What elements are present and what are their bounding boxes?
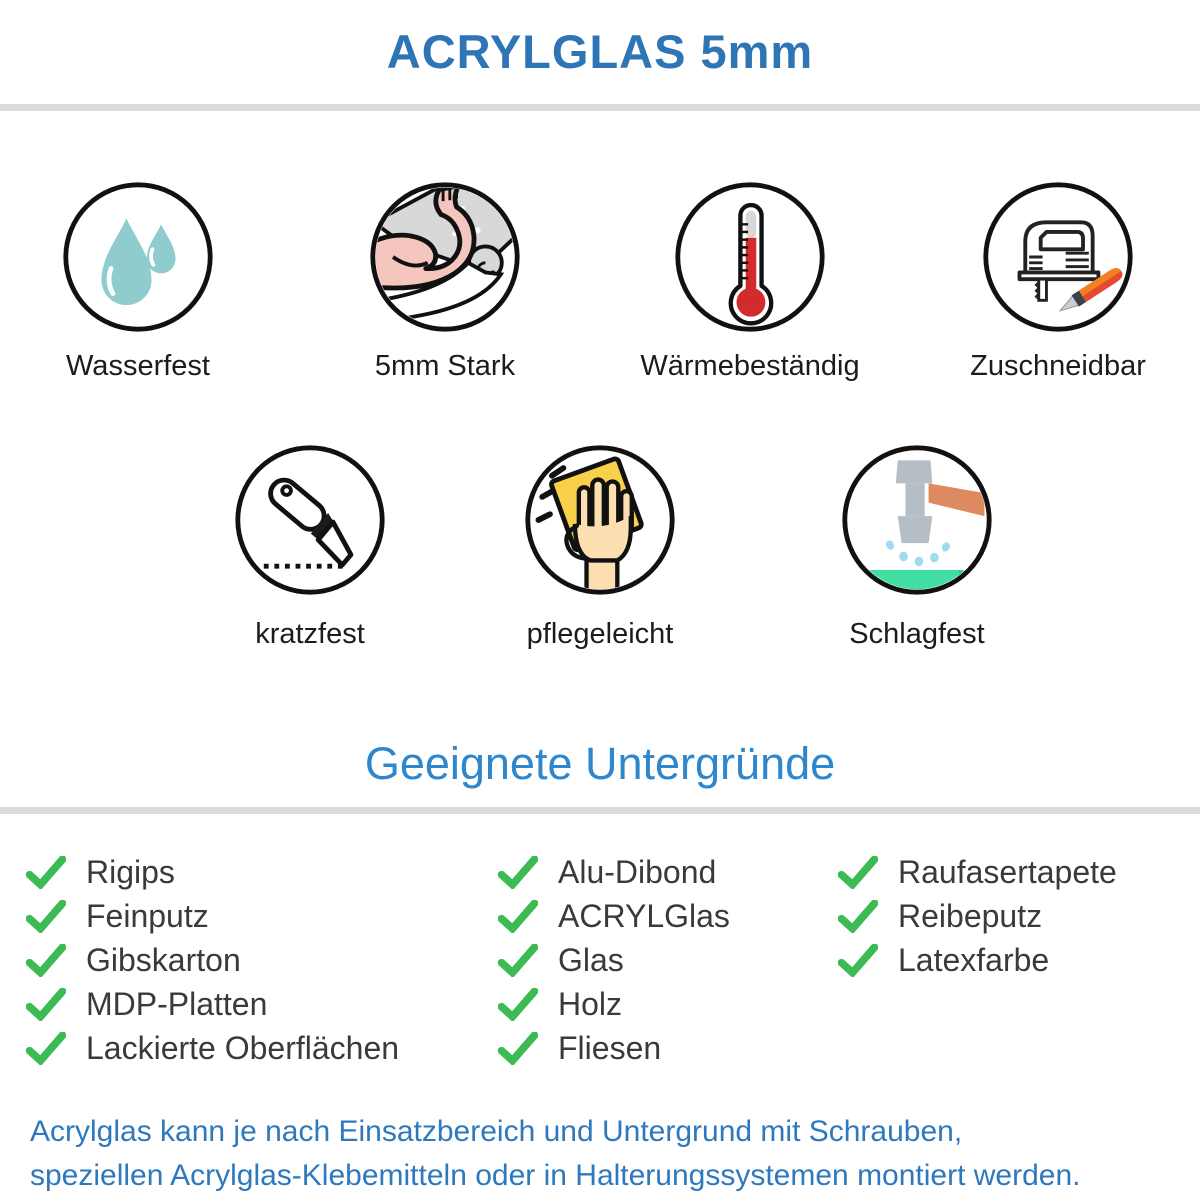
- check-icon: [26, 1032, 66, 1065]
- substrate-label: Alu-Dibond: [558, 853, 717, 890]
- divider-middle: [0, 807, 1200, 814]
- substrate-label: Fliesen: [558, 1029, 662, 1066]
- substrates-column-3: [838, 850, 1117, 982]
- feature-label: 5mm Stark: [374, 350, 516, 382]
- mounting-note: [30, 1110, 1190, 1198]
- substrate-label: Reibeputz: [898, 897, 1043, 934]
- substrate-label: ACRYLGlas: [558, 897, 730, 934]
- check-icon: [838, 900, 878, 933]
- feature-label: Zuschneidbar: [970, 350, 1146, 382]
- mounting-note-line2: speziellen Acrylglas-Klebemitteln oder in Halterungssystemen montiert werden.: [30, 1159, 1081, 1192]
- substrates-column-2: [498, 850, 730, 1070]
- substrate-label: Holz: [558, 985, 623, 1022]
- substrate-label: Glas: [558, 941, 624, 978]
- substrate-item: [838, 894, 1117, 938]
- utility-knife-icon: [233, 443, 387, 597]
- check-icon: [838, 856, 878, 889]
- check-icon: [26, 856, 66, 889]
- check-icon: [498, 900, 538, 933]
- substrate-item: [498, 1026, 730, 1070]
- cleaning-hand-icon: [523, 443, 677, 597]
- check-icon: [838, 944, 878, 977]
- substrate-item: [498, 850, 730, 894]
- section-title: Geeignete Untergründe: [364, 738, 836, 789]
- hammer-icon: [840, 443, 994, 597]
- jigsaw-icon: [981, 180, 1135, 334]
- feature-label: kratzfest: [255, 618, 365, 650]
- substrate-label: Gibskarton: [86, 941, 241, 978]
- water-drops-icon: [61, 180, 215, 334]
- substrate-item: [498, 982, 730, 1026]
- substrates-column-1: [26, 850, 399, 1070]
- check-icon: [498, 1032, 538, 1065]
- substrate-label: Rigips: [86, 853, 175, 890]
- substrate-item: [838, 850, 1117, 894]
- substrate-label: Feinputz: [86, 897, 209, 934]
- substrate-label: Latexfarbe: [898, 941, 1050, 978]
- substrate-item: [26, 1026, 399, 1070]
- feature-label: Schlagfest: [849, 618, 985, 650]
- substrate-item: [498, 894, 730, 938]
- substrate-item: [26, 982, 399, 1026]
- substrate-item: [26, 894, 399, 938]
- substrate-label: MDP-Platten: [86, 985, 268, 1022]
- substrate-item: [26, 850, 399, 894]
- mounting-note-line1: Acrylglas kann je nach Einsatzbereich und Untergrund mit Schrauben,: [30, 1115, 963, 1148]
- divider-top: [0, 104, 1200, 111]
- substrate-item: [26, 938, 399, 982]
- check-icon: [26, 900, 66, 933]
- substrate-label: Raufasertapete: [898, 853, 1117, 890]
- feature-label: Wärmebeständig: [640, 350, 860, 382]
- check-icon: [498, 944, 538, 977]
- substrate-item: [498, 938, 730, 982]
- feature-label: pflegeleicht: [526, 618, 674, 650]
- check-icon: [498, 988, 538, 1021]
- substrate-label: Lackierte Oberflächen: [86, 1029, 400, 1066]
- check-icon: [26, 988, 66, 1021]
- thermometer-icon: [673, 180, 827, 334]
- muscle-arm-icon: [368, 180, 522, 334]
- feature-label: Wasserfest: [66, 350, 210, 382]
- page-title: ACRYLGLAS 5mm: [386, 25, 814, 78]
- check-icon: [498, 856, 538, 889]
- check-icon: [26, 944, 66, 977]
- substrate-item: [838, 938, 1117, 982]
